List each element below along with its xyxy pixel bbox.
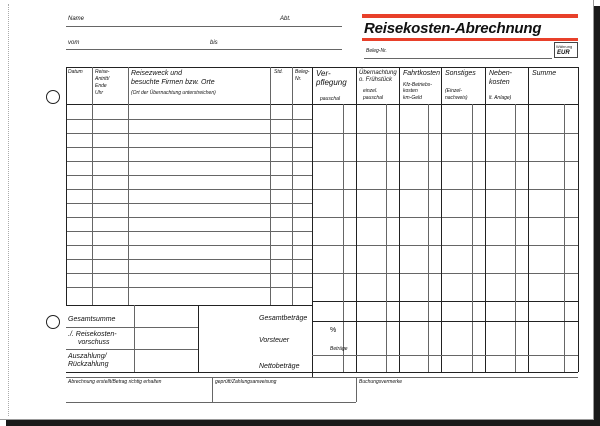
signature-label-2: geprüft/Zahlungsanweisung xyxy=(215,379,277,385)
col-header-sonstiges-sub: (Einzel- xyxy=(445,88,462,94)
col-line-left xyxy=(66,67,67,305)
subcol-line-neben xyxy=(515,104,516,372)
col-line-beleg xyxy=(312,67,313,377)
subcol-line-sonst xyxy=(472,104,473,372)
col-header-nebenkosten: Neben- xyxy=(489,70,512,77)
col-header-std: Std. xyxy=(274,69,283,75)
row-line xyxy=(66,273,312,274)
signature-divider-2 xyxy=(356,377,357,402)
row-line xyxy=(312,273,578,274)
netto-line xyxy=(198,372,578,373)
signature-top-line xyxy=(66,377,578,378)
col-header-zweck: besuchte Firmen bzw. Orte xyxy=(131,79,215,86)
col-header-uebernachtung-sub: pauschal xyxy=(363,95,384,101)
col-header-nebenkosten-sub: lt. Anlage) xyxy=(489,95,512,101)
totals-top-line xyxy=(312,301,578,302)
footer-row-line xyxy=(66,327,198,328)
table-header-bottom xyxy=(66,104,578,105)
vorschuss-label: ./. Reisekosten- xyxy=(68,331,117,338)
row-line xyxy=(312,161,578,162)
subcol-line-fahrt xyxy=(428,104,429,372)
row-line xyxy=(312,133,578,134)
row-line xyxy=(66,287,312,288)
table-bottom-left xyxy=(66,305,312,306)
gesamtbetraege-label: Gesamtbeträge xyxy=(259,315,308,322)
signature-label-1: Abrechnung erstellt/Betrag richtig erhalten xyxy=(68,379,162,385)
row-line xyxy=(312,217,578,218)
col-header-beleg: Nr. xyxy=(295,76,302,82)
subcol-line-verpf xyxy=(343,104,344,372)
date-range-line xyxy=(66,49,342,50)
row-line xyxy=(66,133,312,134)
col-header-sonstiges: Sonstiges xyxy=(445,70,476,77)
perforation-line xyxy=(8,4,9,416)
col-line-datum xyxy=(92,67,93,305)
signature-line-2 xyxy=(212,402,356,403)
row-line xyxy=(66,245,312,246)
currency-label: Währung xyxy=(556,44,573,49)
subcol-line-summe xyxy=(564,104,565,372)
title-bar-bottom xyxy=(362,38,578,41)
to-label: bis xyxy=(210,40,218,46)
percent-label: % xyxy=(330,327,337,334)
betraege-label: Beträge xyxy=(330,346,348,352)
col-line-fahrt xyxy=(441,67,442,372)
form-title: Reisekosten-Abrechnung xyxy=(364,20,542,37)
row-line xyxy=(66,231,312,232)
gesamtsumme-label: Gesamtsumme xyxy=(68,316,116,323)
row-line xyxy=(66,119,312,120)
col-line-neben xyxy=(528,67,529,372)
col-line-right xyxy=(578,67,579,372)
col-line-reise xyxy=(128,67,129,305)
col-line-zweck xyxy=(270,67,271,305)
row-line xyxy=(66,259,312,260)
col-header-zweck: Reisezweck und xyxy=(131,70,182,77)
col-header-fahrtkosten-sub: km-Geld xyxy=(403,95,422,101)
col-header-sonstiges-sub: nachweis) xyxy=(445,95,468,101)
currency-value: EUR xyxy=(557,50,570,56)
col-header-reise: Uhr xyxy=(95,90,104,96)
col-header-reise: Antritt/ xyxy=(95,76,110,82)
col-header-beleg: Beleg- xyxy=(295,69,310,75)
row-line xyxy=(66,161,312,162)
row-line xyxy=(312,245,578,246)
auszahlung-label: Rückzahlung xyxy=(68,361,109,368)
col-header-nebenkosten: kosten xyxy=(489,79,510,86)
from-label: vom xyxy=(68,40,80,46)
footer-divider xyxy=(134,305,135,372)
vorschuss-label: vorschuss xyxy=(78,339,110,346)
col-header-fahrtkosten: Fahrtkosten xyxy=(403,70,440,77)
footer-row-line xyxy=(66,349,198,350)
col-header-reise: Reise- xyxy=(95,69,110,75)
row-line xyxy=(66,203,312,204)
col-header-summe: Summe xyxy=(532,70,557,77)
name-label: Name xyxy=(68,16,85,22)
col-header-uebernachtung: Übernachtung xyxy=(359,70,397,76)
name-line xyxy=(66,26,342,27)
col-line-ueber xyxy=(399,67,400,372)
page-shadow-bottom xyxy=(6,420,600,426)
nettobetraege-label: Nettobeträge xyxy=(259,363,300,370)
col-header-fahrtkosten-sub: kosten xyxy=(403,88,418,94)
page-shadow-right xyxy=(594,6,600,426)
row-line xyxy=(312,189,578,190)
col-header-verpflegung: Ver- xyxy=(316,69,331,78)
signature-divider-1 xyxy=(212,377,213,402)
footer-right-edge xyxy=(198,305,199,372)
col-line-sonst xyxy=(485,67,486,372)
col-line-std xyxy=(292,67,293,305)
receipt-no-label: Beleg-Nr. xyxy=(366,48,387,54)
col-line-verpf xyxy=(356,67,357,372)
col-header-uebernachtung: o. Frühstück xyxy=(359,77,393,83)
vorsteuer-line xyxy=(312,355,578,356)
title-bar-top xyxy=(362,14,578,18)
signature-line-1 xyxy=(66,402,212,403)
col-header-verpflegung-sub: pauschal xyxy=(320,96,341,102)
row-line xyxy=(66,189,312,190)
row-line xyxy=(66,217,312,218)
subcol-line-ueber xyxy=(386,104,387,372)
col-header-datum: Datum xyxy=(68,69,83,75)
auszahlung-label: Auszahlung/ xyxy=(68,353,107,360)
col-header-verpflegung: pflegung xyxy=(316,78,347,87)
col-header-fahrtkosten-sub: Kfz-Betriebs- xyxy=(403,82,432,88)
table-top-border xyxy=(66,67,578,68)
row-line xyxy=(66,175,312,176)
col-header-reise: Ende xyxy=(95,83,107,89)
dept-label: Abt. xyxy=(280,16,291,22)
receipt-no-line xyxy=(364,58,552,59)
col-header-zweck-note: (Ort der Übernachtung unterstreichen) xyxy=(131,90,216,96)
punch-hole-top xyxy=(46,90,60,104)
col-header-uebernachtung-sub: einzel. xyxy=(363,88,378,94)
totals-line xyxy=(312,321,578,322)
punch-hole-bottom xyxy=(46,315,60,329)
row-line xyxy=(66,147,312,148)
signature-label-3: Buchungsvermerke xyxy=(359,379,403,385)
vorsteuer-label: Vorsteuer xyxy=(259,337,290,344)
footer-row-line xyxy=(66,372,198,373)
